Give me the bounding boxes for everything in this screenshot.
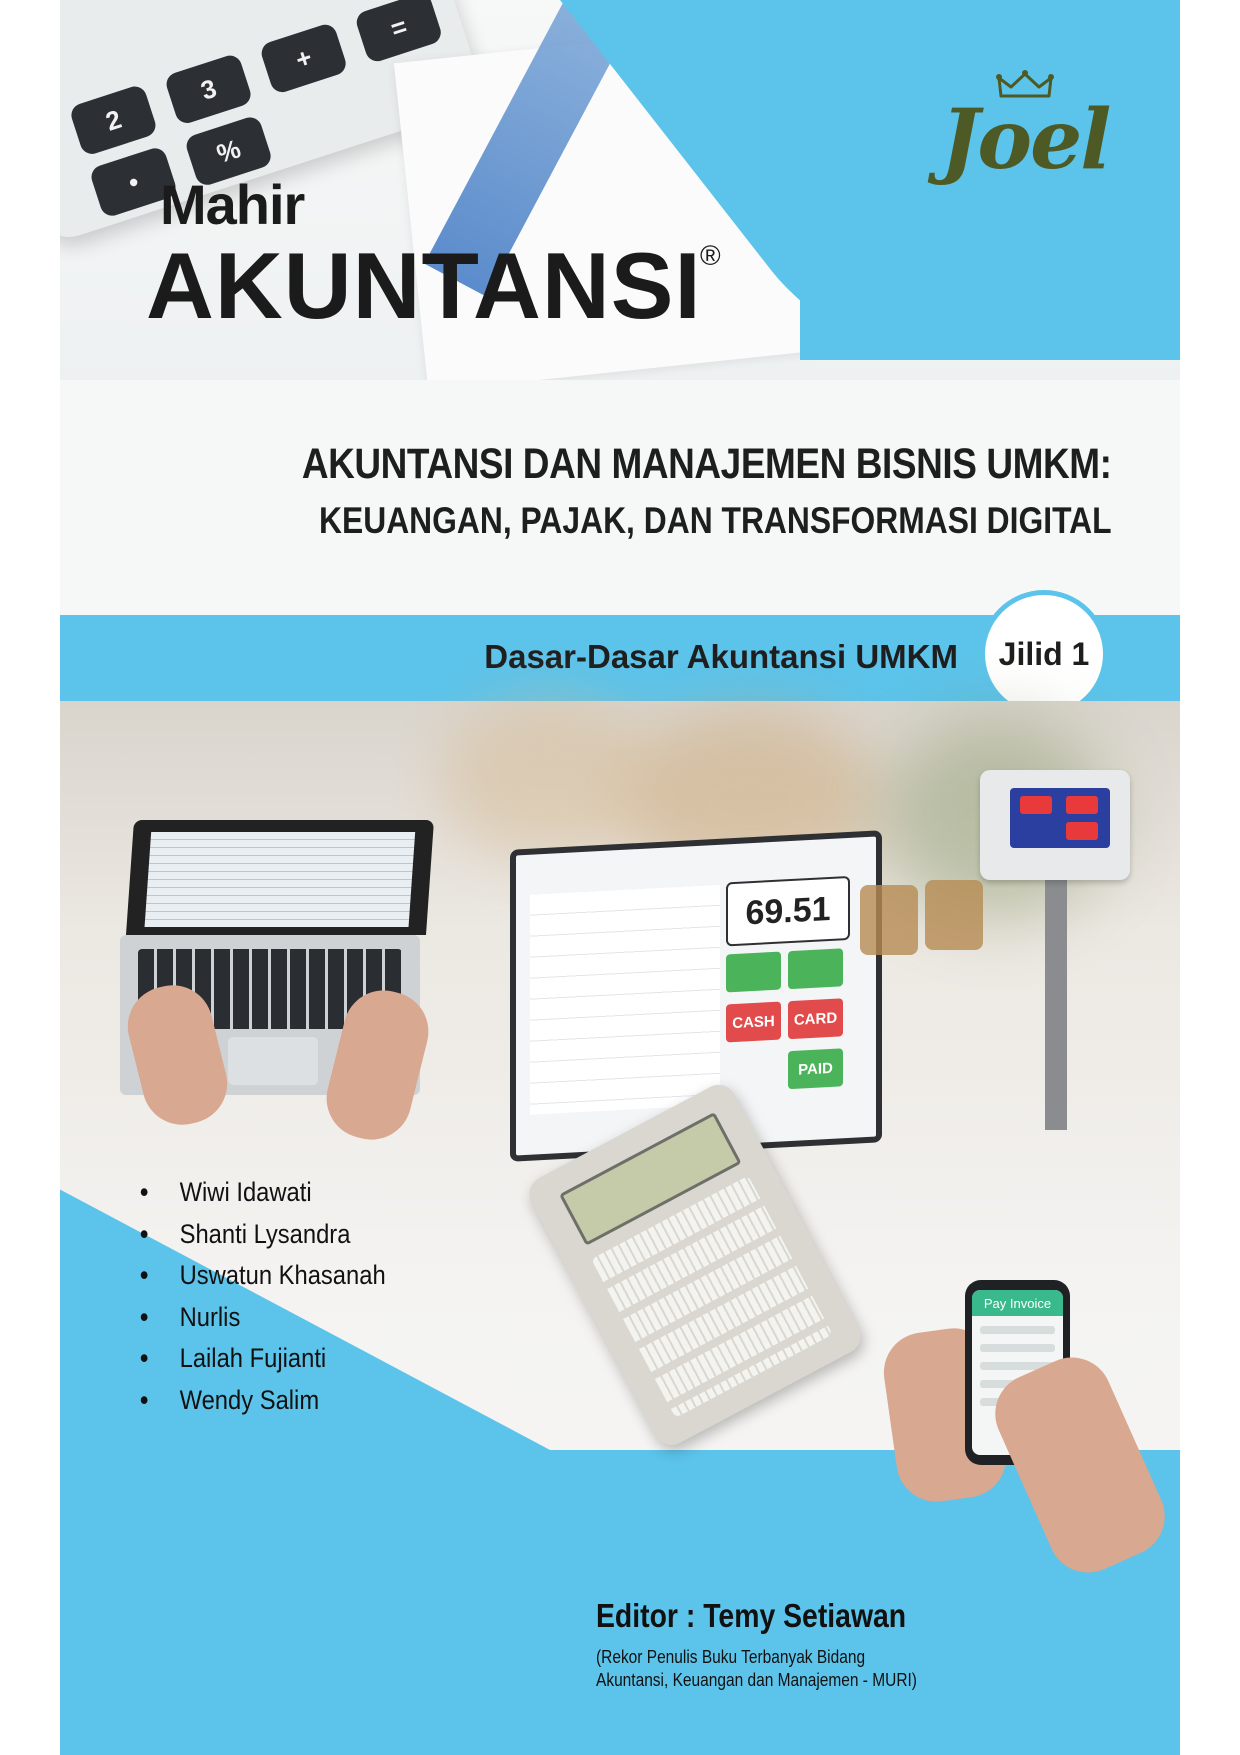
scale-display [1010,788,1110,848]
author-item [140,1214,386,1256]
author-name: Lailah Fujianti [179,1343,327,1373]
author-name: Uswatun Khasanah [179,1260,386,1290]
background-blur [440,700,660,860]
phone-header: Pay Invoice [972,1290,1063,1316]
scale-digit [1066,822,1098,840]
bullet-icon: • [140,1343,149,1373]
calc-key: • [88,145,178,219]
registered-mark: ® [700,240,721,271]
editor-note [596,1646,917,1692]
author-name: Nurlis [179,1301,241,1332]
scale-pole-image [1045,880,1067,1130]
series-prefix: Mahir [160,173,305,236]
book-cover [60,0,1180,1755]
calc-key: 2 [68,83,158,157]
book-title: AKUNTANSI DAN MANAJEMEN BISNIS UMKM: [302,440,1112,488]
author-item [140,1255,386,1297]
pos-card-button: CARD [788,998,843,1039]
jar-image [860,885,918,955]
bullet-icon: • [140,1218,149,1249]
pos-total: 69.51 [726,876,850,946]
volume-badge: Jilid 1 [980,590,1108,718]
pos-cash-button: CASH [726,1002,781,1043]
bullet-icon: • [140,1177,149,1207]
bullet-icon: • [140,1260,149,1290]
logo-text: Joel [940,92,1110,188]
pos-item-list [530,885,720,1115]
pos-user-button [726,952,781,993]
calc-key: = [354,0,444,64]
digital-scale-image [980,770,1130,880]
pos-user-button [788,948,843,989]
author-item [140,1338,386,1380]
calc-key: + [259,22,349,96]
volume-series-title: Dasar-Dasar Akuntansi UMKM [484,638,958,675]
author-name: Wiwi Idawati [179,1177,312,1207]
author-item [140,1172,386,1214]
top-photo [60,0,1180,380]
phone-field [980,1344,1055,1352]
jar-image [925,880,983,950]
touchpad [228,1037,318,1085]
phone-field [980,1326,1055,1334]
editor-note-line: (Rekor Penulis Buku Terbanyak Bidang [596,1647,866,1667]
author-name: Wendy Salim [179,1384,320,1415]
book-subtitle: KEUANGAN, PAJAK, DAN TRANSFORMASI DIGITAL [319,500,1112,541]
editor-line: Editor : Temy Setiawan [596,1597,907,1634]
publisher-logo [930,70,1120,200]
editor-note-line: Akuntansi, Keuangan dan Manajemen - MURI) [596,1670,917,1690]
calc-key: % [184,114,274,188]
laptop-screen-image [126,820,434,935]
bullet-icon: • [140,1384,149,1415]
author-name: Shanti Lysandra [179,1218,351,1249]
title-band [60,380,1180,615]
pos-paid-button: PAID [788,1048,843,1089]
scale-digit [1020,796,1052,814]
series-name: AKUNTANSI [146,233,702,338]
spreadsheet-image [145,832,416,927]
author-item [140,1297,386,1339]
author-list [140,1172,419,1421]
scale-digit [1066,796,1098,814]
author-item [140,1380,386,1422]
bullet-icon: • [140,1301,149,1332]
calc-key: 3 [163,53,253,127]
